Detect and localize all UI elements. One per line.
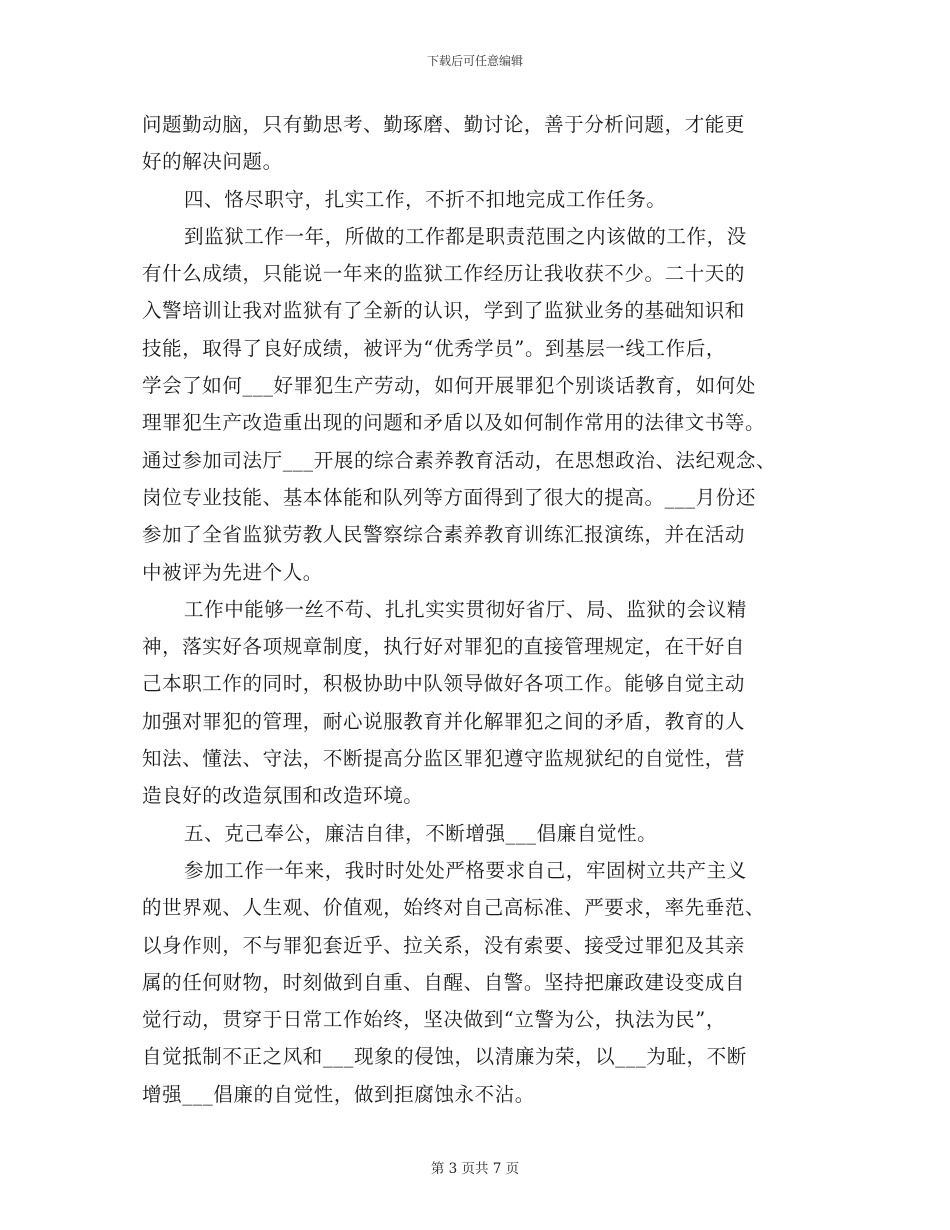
text-line: 岗位专业技能、基本体能和队列等方面得到了很大的提高。___月份还 xyxy=(142,485,756,509)
page-header: 下载后可任意编辑 xyxy=(426,54,523,68)
page-footer: 第 3 页共 7 页 xyxy=(430,1161,520,1177)
document-body xyxy=(142,106,822,1113)
text-line: 觉行动，贯穿于日常工作始终，坚决做到“立警为公，执法为民”， xyxy=(142,1008,726,1032)
text-line: 工作中能够一丝不苟、扎扎实实贯彻好省厅、局、监狱的会议精 xyxy=(184,597,747,621)
text-line: 以身作则，不与罪犯套近乎、拉关系，没有索要、接受过罪犯及其亲 xyxy=(142,933,746,957)
text-line: 参加了全省监狱劳教人民警察综合素养教育训练汇报演练，并在活动 xyxy=(142,523,746,547)
text-line: 属的任何财物，时刻做到自重、自醒、自警。坚持把廉政建设变成自 xyxy=(142,970,746,994)
text-line: 四、恪尽职守，扎实工作，不折不扣地完成工作任务。 xyxy=(184,187,667,211)
text-line: 好的解决问题。 xyxy=(142,150,283,174)
text-line: 通过参加司法厅___开展的综合素养教育活动，在思想政治、法纪观念、 xyxy=(142,448,777,472)
text-line: 有什么成绩，只能说一年来的监狱工作经历让我收获不少。二十天的 xyxy=(142,262,746,286)
text-line: 入警培训让我对监狱有了全新的认识，学到了监狱业务的基础知识和 xyxy=(142,299,746,323)
text-line: 增强___倡廉的自觉性，做到拒腐蚀永不沾。 xyxy=(142,1082,535,1106)
text-line: 加强对罪犯的管理，耐心说服教育并化解罪犯之间的矛盾，教育的人 xyxy=(142,709,746,733)
text-line: 知法、懂法、守法，不断提高分监区罪犯遵守监规狱纪的自觉性，营 xyxy=(142,747,746,771)
text-line: 理罪犯生产改造重出现的问题和矛盾以及如何制作常用的法律文书等。 xyxy=(142,411,766,435)
text-line: 造良好的改造氛围和改造环境。 xyxy=(142,784,424,808)
text-line: 参加工作一年来，我时时处处严格要求自己，牢固树立共产主义 xyxy=(184,858,747,882)
text-line: 五、克己奉公，廉洁自律，不断增强___倡廉自觉性。 xyxy=(184,821,658,845)
text-line: 问题勤动脑，只有勤思考、勤琢磨、勤讨论，善于分析问题，才能更 xyxy=(142,113,746,136)
text-line: 技能，取得了良好成绩，被评为“优秀学员”。到基层一线工作后， xyxy=(142,336,726,360)
text-line: 中被评为先进个人。 xyxy=(142,560,323,584)
text-line: 己本职工作的同时，积极协助中队领导做好各项工作。能够自觉主动 xyxy=(142,672,746,696)
text-line: 的世界观、人生观、价值观，始终对自己高标准、严要求，率先垂范、 xyxy=(142,896,766,920)
text-line: 到监狱工作一年，所做的工作都是职责范围之内该做的工作，没 xyxy=(184,224,747,248)
text-line: 神，落实好各项规章制度，执行好对罪犯的直接管理规定，在干好自 xyxy=(142,635,746,659)
text-line: 自觉抵制不正之风和___现象的侵蚀，以清廉为荣，以___为耻，不断 xyxy=(142,1045,747,1069)
text-line: 学会了如何___好罪犯生产劳动，如何开展罪犯个别谈话教育，如何处 xyxy=(142,374,756,398)
